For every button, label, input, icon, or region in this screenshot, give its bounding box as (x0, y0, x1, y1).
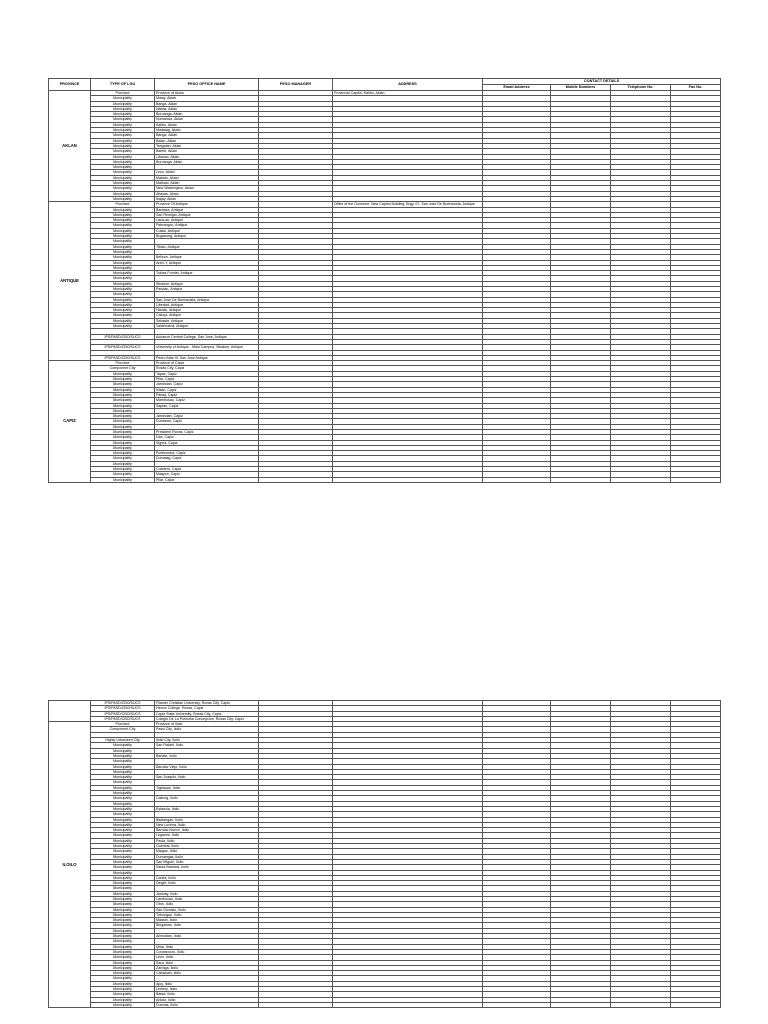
office-name-cell: Roxas City, Capiz (155, 366, 259, 371)
office-name-cell: Tigbauan, Iloilo (155, 785, 259, 790)
email-cell (483, 1002, 551, 1007)
office-name-cell: New Lucena, Iloilo (155, 822, 259, 827)
office-name-cell: Pilar, Capiz (155, 477, 259, 482)
office-name-cell: Iloilo City, Iloilo (155, 738, 259, 743)
lgu-type-cell: Municipality (91, 414, 155, 419)
lgu-type-cell: Municipality (91, 297, 155, 302)
lgu-type-cell: Municipality (91, 753, 155, 758)
office-name-cell: Tibiao, Antique (155, 244, 259, 249)
office-name-cell: Barotac Viejo, Iloilo (155, 764, 259, 769)
lgu-type-cell: Municipality (91, 435, 155, 440)
office-name-cell: Filamer Christian University, Roxas City, Capiz (155, 701, 259, 706)
lgu-type-cell: Municipality (91, 1002, 155, 1007)
office-name-cell: Balete, Aklan (155, 149, 259, 154)
table-row (49, 1002, 721, 1007)
office-name-cell: Libertad, Antique (155, 302, 259, 307)
lgu-type-cell: Municipality (91, 764, 155, 769)
lgu-type-cell: Municipality (91, 398, 155, 403)
lgu-type-cell: IPS/PASD/CBO/SUCS (91, 701, 155, 706)
office-name-cell: San Rafael, Iloilo (155, 743, 259, 748)
office-name-cell: Barbaza, Antique (155, 207, 259, 212)
lgu-type-cell: Municipality (91, 159, 155, 164)
office-name-cell: Barotac Nuevo, Iloilo (155, 828, 259, 833)
lgu-type-cell: Municipality (91, 128, 155, 133)
office-name-cell: Advance Central College, San Jose, Antique (155, 334, 259, 339)
province-cell: CAPIZ (49, 361, 91, 483)
lgu-type-cell: Municipality (91, 440, 155, 445)
lgu-type-cell: Municipality (91, 419, 155, 424)
lgu-type-cell: Municipality (91, 907, 155, 912)
address-cell (333, 1002, 483, 1007)
lgu-type-cell: Municipality (91, 445, 155, 450)
col-header-manager: PESO MANAGER (259, 79, 333, 91)
peso-directory-table (48, 78, 721, 483)
lgu-type-cell: Municipality (91, 875, 155, 880)
lgu-type-cell: Municipality (91, 408, 155, 413)
office-name-cell: Badiangan, Iloilo (155, 817, 259, 822)
table-page-1 (48, 78, 720, 483)
lgu-type-cell: Municipality (91, 133, 155, 138)
office-name-cell: Lemery, Iloilo (155, 987, 259, 992)
lgu-type-cell: Municipality (91, 886, 155, 891)
office-name-cell: Duenas, Iloilo (155, 1002, 259, 1007)
office-name-cell: Madalag, Aklan (155, 128, 259, 133)
office-name-cell: Numancia, Aklan (155, 117, 259, 122)
lgu-type-cell: Municipality (91, 371, 155, 376)
lgu-type-cell: Municipality (91, 392, 155, 397)
lgu-type-cell: Municipality (91, 759, 155, 764)
lgu-type-cell: Municipality (91, 456, 155, 461)
telephone-cell (611, 1002, 671, 1007)
lgu-type-cell: Municipality (91, 833, 155, 838)
office-name-cell: Estancia, Iloilo (155, 806, 259, 811)
lgu-type-cell: Province (91, 202, 155, 207)
col-header-mobile: Mobile Numbers (551, 85, 611, 91)
lgu-type-cell: Municipality (91, 854, 155, 859)
office-name-cell: San Remigio, Antique (155, 212, 259, 217)
lgu-type-cell: Municipality (91, 870, 155, 875)
office-name-cell: Alimodian, Iloilo (155, 934, 259, 939)
address-cell: Provincial Capitol, Kalibo, Aklan (333, 91, 483, 96)
lgu-type-cell: Municipality (91, 382, 155, 387)
col-header-contact: CONTACT DETAILS (483, 79, 721, 85)
office-name-cell: Hamtic, Antique (155, 308, 259, 313)
lgu-type-cell: Municipality (91, 881, 155, 886)
lgu-type-cell: Municipality (91, 165, 155, 170)
office-name-cell: Sapian, Capiz (155, 403, 259, 408)
lgu-type-cell: Municipality (91, 212, 155, 217)
lgu-type-cell: Municipality (91, 138, 155, 143)
office-name-cell: Sara, Iloilo (155, 960, 259, 965)
fax-cell (671, 1002, 721, 1007)
office-name-cell: San Miguel, Iloilo (155, 859, 259, 864)
office-name-cell: Cabatuan, Iloilo (155, 971, 259, 976)
lgu-type-cell: Municipality (91, 896, 155, 901)
telephone-cell (611, 477, 671, 482)
lgu-type-cell: Municipality (91, 112, 155, 117)
office-name-cell: San Jose De Buenavista, Antique (155, 297, 259, 302)
lgu-type-cell: Municipality (91, 149, 155, 154)
lgu-type-cell: Municipality (91, 817, 155, 822)
lgu-type-cell: IPS/PASD/CBO/SUCS (91, 345, 155, 350)
lgu-type-cell: Municipality (91, 308, 155, 313)
lgu-type-cell: Municipality (91, 324, 155, 329)
lgu-type-cell: Highly Urbanized City (91, 738, 155, 743)
lgu-type-cell: Municipality (91, 101, 155, 106)
office-name-cell: Mina, Iloilo (155, 944, 259, 949)
office-name-cell: Carles, Iloilo (155, 875, 259, 880)
office-name-cell: Patnongon, Antique (155, 223, 259, 228)
office-name-cell: Santa Barbara, Iloilo (155, 865, 259, 870)
lgu-type-cell: Municipality (91, 791, 155, 796)
col-header-province: PROVINCE (49, 79, 91, 91)
office-name-cell: Malinao, Aklan (155, 181, 259, 186)
office-name-cell: Calinog, Iloilo (155, 796, 259, 801)
lgu-type-cell: Municipality (91, 859, 155, 864)
office-name-cell: Ajuy, Iloilo (155, 981, 259, 986)
office-name-cell: Bugasong, Antique (155, 234, 259, 239)
lgu-type-cell: Municipality (91, 292, 155, 297)
lgu-type-cell: Municipality (91, 122, 155, 127)
office-name-cell: Mambusao, Capiz (155, 398, 259, 403)
lgu-type-cell: Municipality (91, 191, 155, 196)
office-name-cell: Lambunao, Iloilo (155, 896, 259, 901)
office-name-cell: Province of Aklan (155, 91, 259, 96)
lgu-type-cell: Municipality (91, 780, 155, 785)
office-name-cell: University of Antique - Main Campus, Sibalom, Antique (155, 345, 259, 350)
lgu-type-cell: Municipality (91, 965, 155, 970)
office-name-cell: San Joaquin, Iloilo (155, 775, 259, 780)
office-name-cell: Tobias Fornier, Antique (155, 271, 259, 276)
office-name-cell: Ibajay, Aklan (155, 196, 259, 201)
office-name-cell: Panay, Capiz (155, 392, 259, 397)
province-cell: AKLAN (49, 91, 91, 202)
office-name-cell: Janiuay, Iloilo (155, 891, 259, 896)
lgu-type-cell: Municipality (91, 302, 155, 307)
lgu-type-cell: Municipality (91, 467, 155, 472)
office-name-cell: Laua-an, Antique (155, 218, 259, 223)
address-cell: Office of the Governor, New Capitol Building, Brgy. 07, San Jose De Buenavista, Antique (333, 202, 483, 207)
lgu-type-cell: Municipality (91, 769, 155, 774)
office-name-cell: Nabas, Aklan (155, 106, 259, 111)
office-name-cell: Buruanga, Aklan (155, 112, 259, 117)
lgu-type-cell: Municipality (91, 976, 155, 981)
office-name-cell: Cuartero, Capiz (155, 467, 259, 472)
table-body-top (49, 91, 721, 483)
office-name-cell: Dumangas, Iloilo (155, 854, 259, 859)
office-name-cell: Pedro Atlar III, San Jose Antique (155, 355, 259, 360)
table-row (49, 477, 721, 482)
col-header-type: TYPE OF LGU (91, 79, 155, 91)
office-name-cell: Tangalan, Aklan (155, 143, 259, 148)
office-name-cell: Belison, Antique (155, 255, 259, 260)
office-name-cell: Culasi, Antique (155, 228, 259, 233)
lgu-type-cell: Municipality (91, 239, 155, 244)
lgu-type-cell: Municipality (91, 218, 155, 223)
office-name-cell: Makato, Aklan (155, 175, 259, 180)
lgu-type-cell: Municipality (91, 181, 155, 186)
lgu-type-cell: Province (91, 91, 155, 96)
office-name-cell: Anilao, Iloilo (155, 997, 259, 1002)
province-cell (49, 701, 91, 722)
office-name-cell: Leon, Iloilo (155, 955, 259, 960)
lgu-type-cell: Municipality (91, 244, 155, 249)
mobile-cell (551, 477, 611, 482)
office-name-cell: Dumarao, Capiz (155, 419, 259, 424)
office-name-cell: Pontevedra, Capiz (155, 451, 259, 456)
office-name-cell: San Dionisio, Iloilo (155, 907, 259, 912)
office-name-cell: Sebaste, Antique (155, 318, 259, 323)
office-name-cell: Altavas, Aklan (155, 191, 259, 196)
office-name-cell: Province of Iloilo (155, 722, 259, 727)
office-name-cell: Batan, Aklan (155, 138, 259, 143)
lgu-type-cell: Municipality (91, 96, 155, 101)
lgu-type-cell: Municipality (91, 775, 155, 780)
lgu-type-cell: Municipality (91, 849, 155, 854)
lgu-type-cell: Province (91, 361, 155, 366)
manager-cell (259, 1002, 333, 1007)
lgu-type-cell: Municipality (91, 987, 155, 992)
lgu-type-cell: Municipality (91, 234, 155, 239)
lgu-type-cell: Municipality (91, 944, 155, 949)
lgu-type-cell: Municipality (91, 912, 155, 917)
lgu-type-cell: Municipality (91, 276, 155, 281)
lgu-type-cell: Municipality (91, 955, 155, 960)
office-name-cell: Jamindan, Capiz (155, 382, 259, 387)
lgu-type-cell: Municipality (91, 828, 155, 833)
lgu-type-cell: Municipality (91, 387, 155, 392)
office-name-cell: Oton, Iloilo (155, 902, 259, 907)
office-name-cell: Leganes, Iloilo (155, 833, 259, 838)
office-name-cell: Zarraga, Iloilo (155, 965, 259, 970)
office-name-cell: Province Of Antique (155, 202, 259, 207)
office-name-cell: Pandan, Antique (155, 286, 259, 291)
office-name-cell: Colegio De La Purisima Concepcion, Roxas City, Capiz (155, 716, 259, 721)
lgu-type-cell: Municipality (91, 249, 155, 254)
lgu-type-cell: Municipality (91, 472, 155, 477)
col-header-fax: Fax No. (671, 85, 721, 91)
office-name-cell: Valderrama, Antique (155, 324, 259, 329)
province-cell: ANTIQUE (49, 202, 91, 361)
lgu-type-cell: Municipality (91, 281, 155, 286)
office-name-cell: Malay, Aklan (155, 96, 259, 101)
table-body-bottom (49, 701, 721, 1008)
office-name-cell: Caluya, Antique (155, 313, 259, 318)
lgu-type-cell: Municipality (91, 451, 155, 456)
office-name-cell: Pilar, Capiz (155, 377, 259, 382)
lgu-type-cell: Municipality (91, 838, 155, 843)
office-name-cell: Dao, Capiz (155, 435, 259, 440)
office-name-cell: Banga, Aklan (155, 101, 259, 106)
office-name-cell: Miagao, Iloilo (155, 849, 259, 854)
lgu-type-cell: Component City (91, 366, 155, 371)
lgu-type-cell: IPS/PASD/CBO/SUCS (91, 355, 155, 360)
lgu-type-cell: Municipality (91, 154, 155, 159)
office-name-cell: Banga, Aklan (155, 133, 259, 138)
col-header-email: Email Address (483, 85, 551, 91)
lgu-type-cell: Municipality (91, 424, 155, 429)
lgu-type-cell: Municipality (91, 175, 155, 180)
office-name-cell: President Roxas, Capiz (155, 430, 259, 435)
lgu-type-cell: Municipality (91, 228, 155, 233)
col-header-office: PESO OFFICE NAME (155, 79, 259, 91)
col-header-address: ADDRESS (333, 79, 483, 91)
lgu-type-cell: Municipality (91, 313, 155, 318)
lgu-type-cell: Municipality (91, 960, 155, 965)
office-name-cell: Lezo, Aklan (155, 170, 259, 175)
office-name-cell: Capiz State University, Roxas City, Capiz (155, 711, 259, 716)
lgu-type-cell: Municipality (91, 223, 155, 228)
lgu-type-cell: Municipality (91, 844, 155, 849)
office-name-cell: Kalibo, Aklan (155, 122, 259, 127)
lgu-type-cell: IPS/PASD/CBO/SUCS (91, 334, 155, 339)
lgu-type-cell: Municipality (91, 461, 155, 466)
lgu-type-cell: Municipality (91, 902, 155, 907)
peso-directory-table-continued (48, 700, 721, 1008)
lgu-type-cell: Municipality (91, 918, 155, 923)
office-name-cell: Tapaz, Capiz (155, 371, 259, 376)
office-name-cell: Dumalag, Capiz (155, 456, 259, 461)
fax-cell (671, 477, 721, 482)
col-header-tel: Telephone No. (611, 85, 671, 91)
lgu-type-cell: Municipality (91, 196, 155, 201)
lgu-type-cell: IPS/PASD/CBO/SUCS (91, 711, 155, 716)
lgu-type-cell: Municipality (91, 822, 155, 827)
office-name-cell: Dingle, Iloilo (155, 881, 259, 886)
office-name-cell: New Washington, Aklan (155, 186, 259, 191)
lgu-type-cell: Municipality (91, 430, 155, 435)
office-name-cell: Batad, Iloilo (155, 992, 259, 997)
lgu-type-cell: Municipality (91, 812, 155, 817)
office-name-cell: Guimbal, Iloilo (155, 844, 259, 849)
office-name-cell: Tubungan, Iloilo (155, 912, 259, 917)
lgu-type-cell: Municipality (91, 923, 155, 928)
lgu-type-cell: Municipality (91, 748, 155, 753)
manager-cell (259, 477, 333, 482)
lgu-type-cell: Municipality (91, 143, 155, 148)
lgu-type-cell: Municipality (91, 318, 155, 323)
office-name-cell: Province of Capiz (155, 361, 259, 366)
lgu-type-cell: Municipality (91, 170, 155, 175)
lgu-type-cell: IPS/PASD/CBO/SUCS (91, 706, 155, 711)
office-name-cell: Jamindan, Capiz (155, 414, 259, 419)
lgu-type-cell: Municipality (91, 117, 155, 122)
office-name-cell: Banate, Iloilo (155, 753, 259, 758)
lgu-type-cell: Municipality (91, 928, 155, 933)
table-page-2 (48, 700, 720, 1008)
lgu-type-cell: IPS/PASD/CBO/SUCS (91, 716, 155, 721)
lgu-type-cell: Municipality (91, 992, 155, 997)
lgu-type-cell: Municipality (91, 255, 155, 260)
lgu-type-cell: Province (91, 722, 155, 727)
lgu-type-cell: Municipality (91, 106, 155, 111)
office-name-cell: Maayon, Capiz (155, 472, 259, 477)
office-name-cell: Libacao, Aklan (155, 154, 259, 159)
email-cell (483, 477, 551, 482)
lgu-type-cell: Municipality (91, 477, 155, 482)
lgu-type-cell: Municipality (91, 286, 155, 291)
province-cell: ILOILO (49, 722, 91, 1008)
lgu-type-cell: Municipality (91, 271, 155, 276)
lgu-type-cell: Municipality (91, 949, 155, 954)
office-name-cell: Sigma, Capiz (155, 440, 259, 445)
lgu-type-cell: Municipality (91, 801, 155, 806)
lgu-type-cell: Municipality (91, 403, 155, 408)
lgu-type-cell: Municipality (91, 865, 155, 870)
lgu-type-cell: Municipality (91, 891, 155, 896)
address-cell (333, 477, 483, 482)
lgu-type-cell: Municipality (91, 796, 155, 801)
lgu-type-cell: Municipality (91, 971, 155, 976)
office-name-cell: Bingawan, Iloilo (155, 923, 259, 928)
lgu-type-cell: Municipality (91, 377, 155, 382)
lgu-type-cell: Municipality (91, 939, 155, 944)
office-name-cell: Maasin, Iloilo (155, 918, 259, 923)
lgu-type-cell: Municipality (91, 207, 155, 212)
office-name-cell: Anini-Y, Antique (155, 260, 259, 265)
lgu-type-cell: Municipality (91, 981, 155, 986)
office-name-cell: Buruanga, Aklan (155, 159, 259, 164)
office-name-cell: Pavia, Iloilo (155, 838, 259, 843)
mobile-cell (551, 1002, 611, 1007)
lgu-type-cell: Component City (91, 727, 155, 732)
lgu-type-cell: Municipality (91, 265, 155, 270)
office-name-cell: Passi City, Iloilo (155, 727, 259, 732)
lgu-type-cell: Municipality (91, 186, 155, 191)
lgu-type-cell: Municipality (91, 997, 155, 1002)
office-name-cell: Sibalom, Antique (155, 281, 259, 286)
office-name-cell: Ivisan, Capiz (155, 387, 259, 392)
office-name-cell: Concepcion, Iloilo (155, 949, 259, 954)
lgu-type-cell: Municipality (91, 743, 155, 748)
lgu-type-cell: Municipality (91, 260, 155, 265)
lgu-type-cell: Municipality (91, 785, 155, 790)
office-name-cell: Hercor College, Roxas, Capiz (155, 706, 259, 711)
lgu-type-cell: Municipality (91, 934, 155, 939)
lgu-type-cell: Municipality (91, 806, 155, 811)
